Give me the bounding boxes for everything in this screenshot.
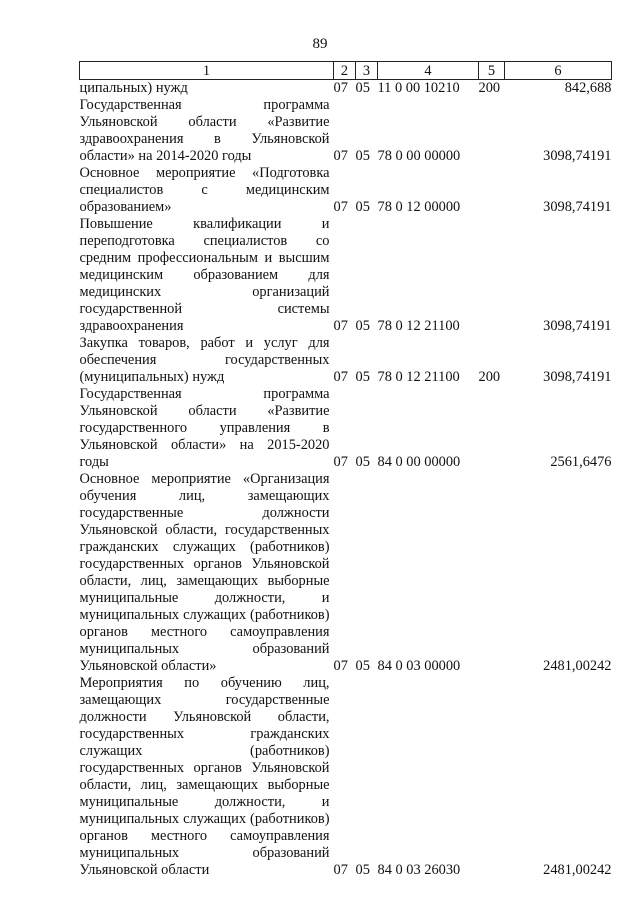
page-number: 89 [312,36,328,52]
row-expense-type [479,386,505,471]
row-name: Государственная программа Ульяновской области «Развитие здравоохранения в Ульяновской области» на 2014-2020 годы [79,97,330,164]
row-section: 07 [333,658,348,674]
table-row [80,471,612,675]
row-expense-type: 200 [478,80,501,96]
row-name: Закупка товаров, работ и услуг для обеспечения государственных (муниципальных) нужд [79,335,330,385]
table-header-row [80,62,612,80]
row-amount: 2561,6476 [550,454,612,470]
row-amount: 3098,74191 [543,369,612,385]
header-col-target-article: 4 [378,62,479,80]
row-subsection: 05 [355,454,370,470]
row-subsection: 05 [355,80,370,96]
row-target-article: 84 0 03 26030 [377,862,461,878]
row-section: 07 [333,199,348,215]
row-target-article: 78 0 12 21100 [377,369,460,385]
row-name: Основное мероприятие «Подготовка специалистов с медицинским образованием» [79,165,330,215]
table-row [80,80,612,98]
table-row [80,386,612,471]
header-col-name: 1 [80,62,334,80]
row-expense-type [479,97,505,165]
header-col-amount: 6 [505,62,612,80]
row-section: 07 [333,148,348,164]
row-subsection: 05 [355,199,370,215]
row-subsection: 05 [355,862,370,878]
row-expense-type [479,675,505,879]
row-target-article: 84 0 03 00000 [377,658,461,674]
table-row [80,216,612,335]
row-section: 07 [333,369,348,385]
row-subsection: 05 [355,658,370,674]
row-amount: 3098,74191 [543,318,612,334]
row-name: Повышение квалификации и переподготовка специалистов со средним профессиональным и высшим медицинским образованием для медицинских организаций государственной системы здравоохранения [79,216,330,334]
row-amount: 842,688 [564,80,612,96]
row-section: 07 [333,318,348,334]
row-section: 07 [333,862,348,878]
row-section: 07 [333,80,348,96]
row-amount: 3098,74191 [543,199,612,215]
row-name: Государственная программа Ульяновской области «Развитие государственного управления в Ульяновской области» на 2015-2020 годы [79,386,330,470]
row-subsection: 05 [355,318,370,334]
row-expense-type [479,165,505,216]
row-target-article: 78 0 00 00000 [377,148,461,164]
row-target-article: 84 0 00 00000 [377,454,461,470]
row-amount: 3098,74191 [543,148,612,164]
table-row [80,165,612,216]
row-section: 07 [333,454,348,470]
row-expense-type [479,216,505,335]
budget-table [79,61,612,879]
row-name: Основное мероприятие «Организация обучения лиц, замещающих государственные должности Ульяновской области, государственных гражданских служащих (работников) государственных органов Ульяновской области, лиц, замещающих выборные муниципальные должности, и муниципальных служащих (работников) органов местного самоуправления муниципальных образований Ульяновской области» [79,471,330,674]
row-amount: 2481,00242 [543,862,612,878]
row-target-article: 78 0 12 00000 [377,199,461,215]
row-subsection: 05 [355,369,370,385]
row-expense-type: 200 [478,369,501,385]
row-target-article: 11 0 00 10210 [377,80,460,96]
header-col-subsection: 3 [356,62,378,80]
header-col-section: 2 [334,62,356,80]
budget-table-container [79,61,611,879]
table-row [80,335,612,386]
table-row [80,97,612,165]
row-expense-type [479,471,505,675]
row-target-article: 78 0 12 21100 [377,318,460,334]
row-amount: 2481,00242 [543,658,612,674]
header-col-expense-type: 5 [479,62,505,80]
row-subsection: 05 [355,148,370,164]
table-row [80,675,612,879]
row-name: Мероприятия по обучению лиц, замещающих государственные должности Ульяновской области, государственных гражданских служащих (работников) государственных органов Ульяновской области, лиц, замещающих выборные муниципальные должности, и муниципальных служащих (работников) органов местного самоуправления муниципальных образований Ульяновской области [79,675,330,878]
row-name: ципальных) нужд [79,80,188,96]
